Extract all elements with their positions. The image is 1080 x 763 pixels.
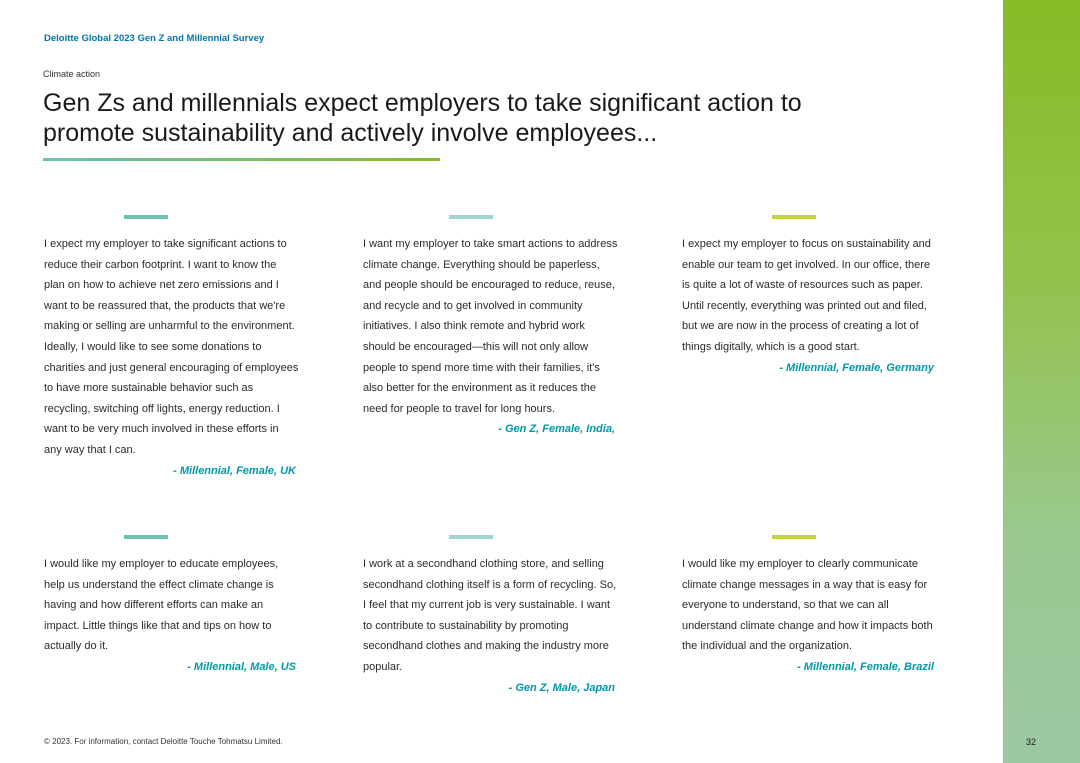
page-headline: Gen Zs and millennials expect employers to take significant action to promote sustainability and actively involve employees... bbox=[43, 89, 802, 147]
quote-body: I want my employer to take smart actions to address climate change. Everything should be paperless, and people should be encouraged to reduce, reuse, and recycle and to get involved in community initiatives. I also think remote and hybrid work should be encouraged—this will not only allow people to spend more time with their families, it's also better for the environment as it reduces the need for people to travel for long hours. bbox=[363, 238, 618, 415]
quote-text bbox=[682, 234, 937, 378]
quote-accent-bar bbox=[449, 535, 493, 539]
quote-accent-bar bbox=[772, 535, 816, 539]
quote-attribution: - Gen Z, Female, India, bbox=[498, 423, 615, 436]
headline-underline bbox=[43, 158, 440, 161]
quote-text bbox=[363, 554, 618, 698]
quote-accent-bar bbox=[449, 215, 493, 219]
quote-attribution: - Millennial, Male, US bbox=[187, 660, 296, 673]
quote-text bbox=[363, 234, 618, 440]
quote-text bbox=[682, 554, 937, 678]
quote-body: I expect my employer to focus on sustainability and enable our team to get involved. In our office, there is quite a lot of waste of resources such as paper. Until recently, everything was printed out and filed, but we are now in the process of creating a lot of things digitally, which is a good start. bbox=[682, 238, 931, 353]
quote-text bbox=[44, 554, 299, 678]
quote-attribution: - Millennial, Female, Germany bbox=[779, 361, 934, 374]
quote-body: I would like my employer to educate employees, help us understand the effect climate change is having and how different efforts can make an impact. Little things like that and tips on how to actually do it. bbox=[44, 558, 279, 653]
quote-body: I expect my employer to take significant actions to reduce their carbon footprint. I want to know the plan on how to achieve net zero emissions and I want to be reassured that, the products that we're making or selling are unharmful to the environment. Ideally, I would like to see some donations to charities and just general encouraging of employees to have more sustainable behavior such as recycling, switching off lights, energy reduction. I want to be very much involved in these efforts in any way that I can. bbox=[44, 238, 299, 456]
quote-attribution: - Millennial, Female, UK bbox=[173, 464, 296, 477]
quote-attribution: - Gen Z, Male, Japan bbox=[508, 681, 615, 694]
section-label: Climate action bbox=[43, 69, 101, 79]
survey-title: Deloitte Global 2023 Gen Z and Millennial Survey bbox=[44, 33, 265, 44]
quote-body: I would like my employer to clearly communicate climate change messages in a way that is easy for everyone to understand, so that we can all understand climate change and how it impacts both the individual and the organization. bbox=[682, 558, 933, 653]
page-number: 32 bbox=[1026, 737, 1037, 747]
quote-accent-bar bbox=[124, 215, 168, 219]
quote-attribution: - Millennial, Female, Brazil bbox=[797, 660, 934, 673]
quote-body: I work at a secondhand clothing store, and selling secondhand clothing itself is a form of recycling. So, I feel that my current job is very sustainable. I want to contribute to sustainability by promoting secondhand clothes and making the industry more popular. bbox=[363, 558, 617, 673]
copyright-notice: © 2023. For information, contact Deloitte Touche Tohmatsu Limited. bbox=[44, 737, 283, 746]
quote-accent-bar bbox=[772, 215, 816, 219]
quote-accent-bar bbox=[124, 535, 168, 539]
quote-text bbox=[44, 234, 299, 481]
decorative-side-band bbox=[1003, 0, 1080, 763]
